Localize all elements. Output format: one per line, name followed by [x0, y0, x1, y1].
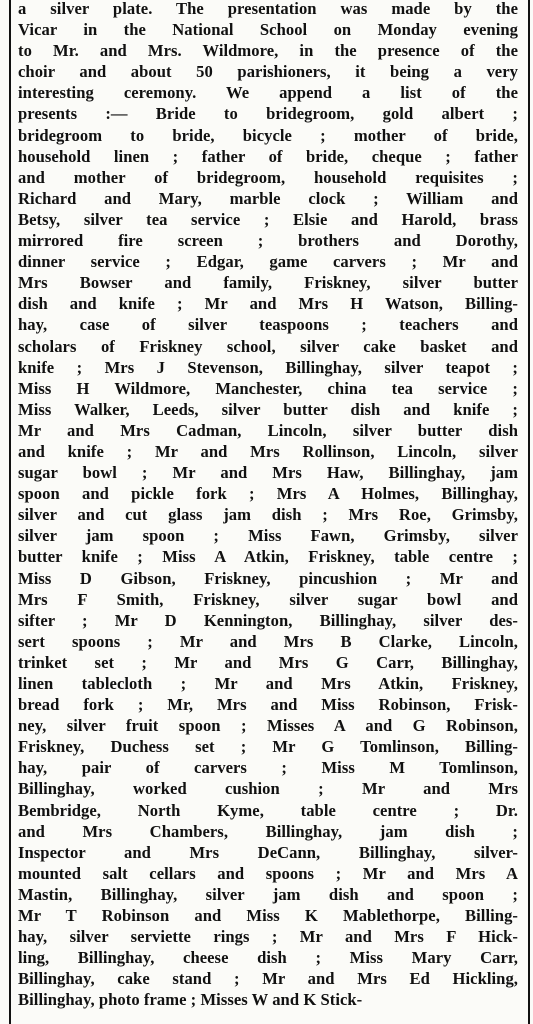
- text-line: hay, pair of carvers ; Miss M Tomlinson,: [18, 758, 518, 778]
- article-column: [18, 0, 518, 1011]
- text-line: knife ; Mrs J Stevenson, Billinghay, silver teapot ;: [18, 357, 518, 377]
- text-line: silver and cut glass jam dish ; Mrs Roe, Grimsby,: [18, 505, 518, 525]
- text-line: Inspector and Mrs DeCann, Billinghay, silver-: [18, 842, 518, 862]
- text-line: Richard and Mary, marble clock ; William and: [18, 188, 518, 208]
- text-line: linen tablecloth ; Mr and Mrs Atkin, Friskney,: [18, 674, 518, 693]
- column-rule-right: [528, 0, 530, 1024]
- text-line: Vicar in the National School on Monday evening: [18, 20, 518, 40]
- text-line: Billinghay, photo frame ; Misses W and K Stick-: [18, 990, 363, 1010]
- text-line: hay, silver serviette rings ; Mr and Mrs F Hick-: [18, 927, 518, 947]
- text-line: Miss Walker, Leeds, silver butter dish and knife ;: [18, 399, 518, 419]
- text-line: mounted salt cellars and spoons ; Mr and Mrs A: [18, 863, 518, 883]
- text-line: a silver plate. The presentation was made by the: [18, 0, 518, 18]
- text-line: ling, Billinghay, cheese dish ; Miss Mary Carr,: [18, 948, 518, 968]
- text-line: household linen ; father of bride, cheque ; father: [18, 146, 518, 166]
- text-line: presents :— Bride to bridegroom, gold albert ;: [18, 104, 518, 124]
- text-line: and knife ; Mr and Mrs Rollinson, Lincoln, silver: [18, 441, 518, 461]
- text-line: choir and about 50 parishioners, it being a very: [18, 62, 518, 82]
- text-line: Mrs F Smith, Friskney, silver sugar bowl and: [18, 589, 518, 609]
- text-line: silver jam spoon ; Miss Fawn, Grimsby, silver: [18, 526, 518, 546]
- text-line: Mr T Robinson and Miss K Mablethorpe, Billing-: [18, 906, 518, 926]
- text-line: Billinghay, worked cushion ; Mr and Mrs: [18, 779, 518, 799]
- text-line: mirrored fire screen ; brothers and Dorothy,: [18, 231, 518, 251]
- text-line: spoon and pickle fork ; Mrs A Holmes, Billinghay,: [18, 484, 518, 504]
- text-line: Bembridge, North Kyme, table centre ; Dr.: [18, 800, 518, 820]
- text-line: sugar bowl ; Mr and Mrs Haw, Billinghay, jam: [18, 463, 518, 483]
- text-line: dinner service ; Edgar, game carvers ; Mr and: [18, 252, 518, 272]
- text-line: Miss H Wildmore, Manchester, china tea service ;: [18, 378, 518, 398]
- text-line: Mastin, Billinghay, silver jam dish and spoon ;: [18, 884, 518, 904]
- text-line: Betsy, silver tea service ; Elsie and Harold, brass: [18, 209, 518, 229]
- text-line: interesting ceremony. We append a list of the: [18, 83, 518, 103]
- text-line: and Mrs Chambers, Billinghay, jam dish ;: [18, 821, 518, 841]
- text-line: scholars of Friskney school, silver cake basket and: [18, 336, 518, 356]
- text-line: and mother of bridegroom, household requisites ;: [18, 167, 518, 187]
- column-rule-left: [9, 0, 11, 1024]
- text-line: to Mr. and Mrs. Wildmore, in the presence of the: [18, 41, 518, 61]
- text-line: sifter ; Mr D Kennington, Billinghay, silver des-: [18, 610, 518, 630]
- text-line: bread fork ; Mr, Mrs and Miss Robinson, Frisk-: [18, 695, 518, 715]
- text-line: dish and knife ; Mr and Mrs H Watson, Billing-: [18, 294, 518, 314]
- text-line: butter knife ; Miss A Atkin, Friskney, table centre ;: [18, 547, 518, 567]
- text-line: ney, silver fruit spoon ; Misses A and G Robinson,: [18, 716, 518, 736]
- text-line: Miss D Gibson, Friskney, pincushion ; Mr and: [18, 568, 518, 588]
- text-line: Mrs Bowser and family, Friskney, silver butter: [18, 273, 518, 293]
- text-line: Billinghay, cake stand ; Mr and Mrs Ed Hickling,: [18, 969, 518, 989]
- text-line: Friskney, Duchess set ; Mr G Tomlinson, Billing-: [18, 737, 518, 757]
- text-line: sert spoons ; Mr and Mrs B Clarke, Lincoln,: [18, 631, 518, 651]
- text-line: Mr and Mrs Cadman, Lincoln, silver butter dish: [18, 420, 518, 440]
- text-line: trinket set ; Mr and Mrs G Carr, Billinghay,: [18, 652, 518, 672]
- text-line: hay, case of silver teaspoons ; teachers and: [18, 315, 518, 335]
- text-line: bridegroom to bride, bicycle ; mother of bride,: [18, 125, 518, 145]
